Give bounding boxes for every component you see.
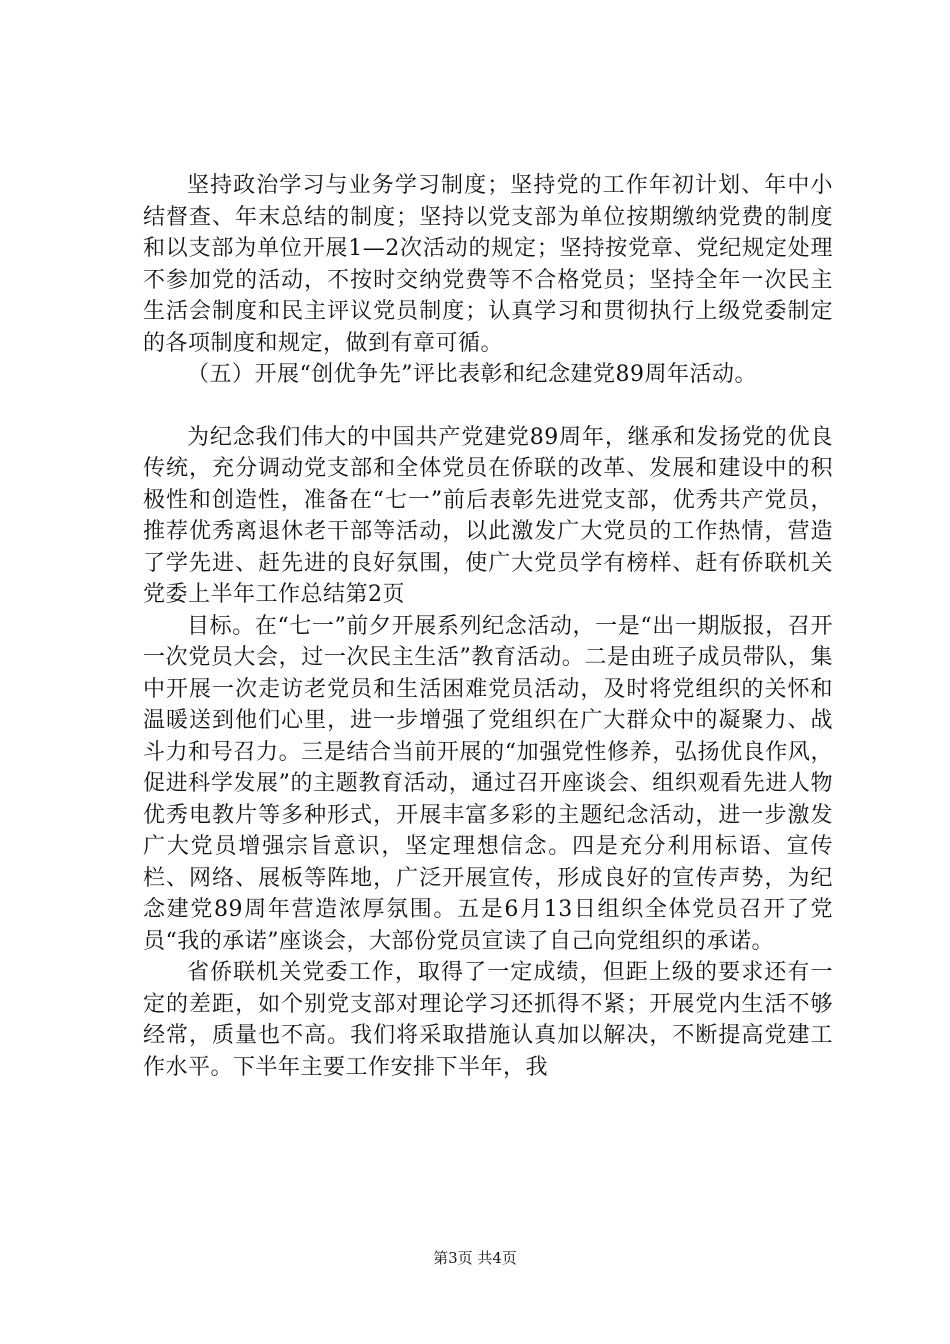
paragraph-summary: 省侨联机关党委工作，取得了一定成绩，但距上级的要求还有一定的差距，如个别党支部对理论学习还抓得不紧；开展党内生活不够经常，质量也不高。我们将采取措施认真加以解决，不断提高党建工作水平。下半年主要工作安排下半年，我 — [143, 960, 833, 1080]
paragraph-activities: 目标。在“七一”前夕开展系列纪念活动，一是“出一期版报，召开一次党员大会，过一次民主生活”教育活动。二是由班子成员带队，集中开展一次走访老党员和生活困难党员活动，及时将党组织的关怀和温暖送到他们心里，进一步增强了党组织在广大群众中的凝聚力、战斗力和号召力。三是结合当前开展的“加强党性修养，弘扬优良作风，促进科学发展”的主题教育活动，通过召开座谈会、组织观看先进人物优秀电教片等多种形式，开展丰富多彩的主题纪念活动，进一步激发广大党员增强宗旨意识，坚定理想信念。四是充分利用标语、宣传栏、网络、展板等阵地，广泛开展宣传，形成良好的宣传声势，为纪念建党89周年营造浓厚氛围。五是6月13日组织全体党员召开了党员“我的承诺”座谈会，大部份党员宣读了自己向党组织的承诺。 — [143, 613, 833, 954]
section-heading-5: （五）开展“创优争先”评比表彰和纪念建党89周年活动。 — [187, 362, 757, 387]
page-footer: 第3页 共4页 — [433, 1249, 517, 1267]
paragraph-commemoration: 为纪念我们伟大的中国共产党建党89周年，继承和发扬党的优良传统，充分调动党支部和全体党员在侨联的改革、发展和建设中的积极性和创造性，准备在“七一”前后表彰先进党支部，优秀共产党员，推荐优秀离退休老干部等活动，以此激发广大党员的工作热情，营造了学先进、赶先进的良好氛围，使广大党员学有榜样、赶有侨联机关党委上半年工作总结第2页 — [143, 424, 833, 607]
document-body — [143, 170, 833, 1083]
paragraph-gap — [143, 391, 833, 422]
paragraph-regulations: 坚持政治学习与业务学习制度；坚持党的工作年初计划、年中小结督查、年末总结的制度；坚持以党支部为单位按期缴纳党费的制度和以支部为单位开展1—2次活动的规定；坚持按党章、党纪规定处理不参加党的活动，不按时交纳党费等不合格党员；坚持全年一次民主生活会制度和民主评议党员制度；认真学习和贯彻执行上级党委制定的各项制度和规定，做到有章可循。 — [143, 173, 833, 356]
